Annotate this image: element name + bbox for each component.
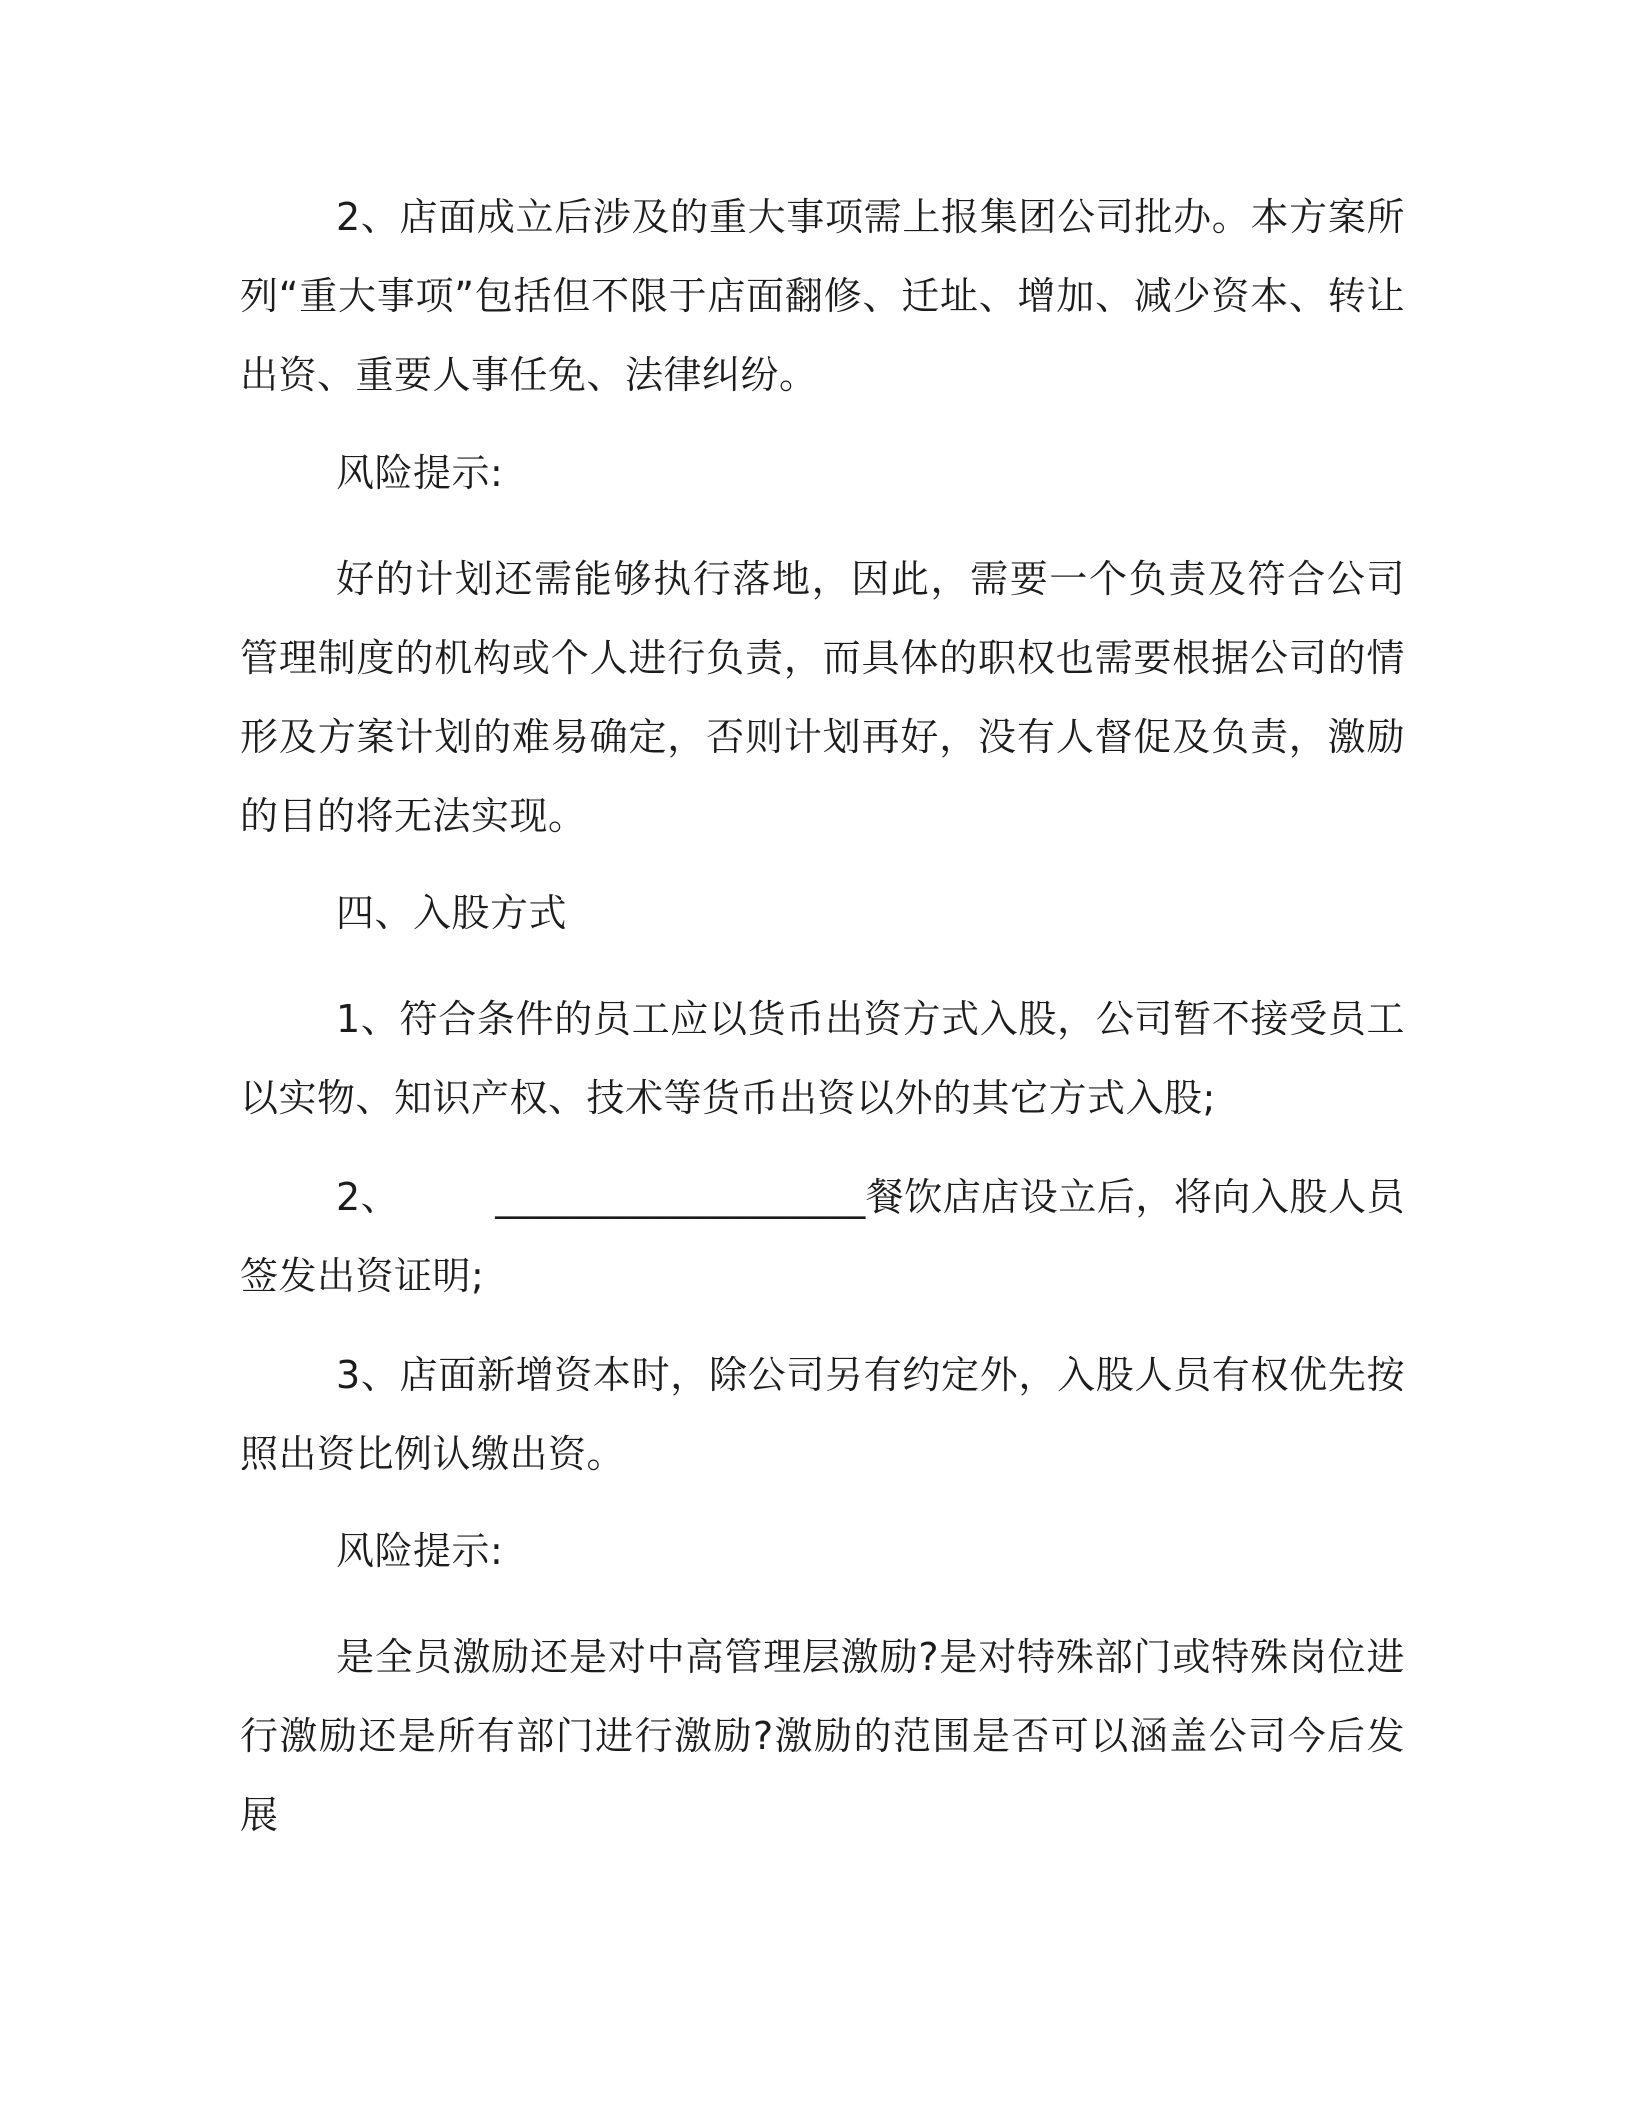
paragraph-major-matters: 2、店面成立后涉及的重大事项需上报集团公司批办。本方案所列“重大事项”包括但不限于店面翻修、迁址、增加、减少资本、转让出资、重要人事任免、法律纠纷。	[240, 195, 1405, 397]
risk-notice-heading-2: 风险提示:	[336, 1529, 504, 1573]
section-heading-share-method: 四、入股方式	[336, 891, 568, 935]
paragraph-monetary-contribution: 1、符合条件的员工应以货币出资方式入股，公司暂不接受员工以实物、知识产权、技术等货币出资以外的其它方式入股;	[240, 997, 1405, 1120]
risk-notice-heading: 风险提示:	[336, 451, 504, 495]
blank-fill-line: ___________________	[495, 1175, 866, 1219]
paragraph-capital-certificate-text: 餐饮店店设立后，将向入股人员签发出资证明;	[240, 1175, 1405, 1298]
paragraph-incentive-scope: 是全员激励还是对中高管理层激励?是对特殊部门或特殊岗位进行激励还是所有部门进行激励?激励的范围是否可以涵盖公司今后发展	[240, 1635, 1405, 1837]
paragraph-capital-certificate	[240, 1158, 1405, 1316]
paragraph-new-capital: 3、店面新增资本时，除公司另有约定外，入股人员有权优先按照出资比例认缴出资。	[240, 1353, 1405, 1476]
paragraph-plan-execution: 好的计划还需能够执行落地，因此，需要一个负责及符合公司管理制度的机构或个人进行负责，而具体的职权也需要根据公司的情形及方案计划的难易确定，否则计划再好，没有人督促及负责，激励的目的将无法实现。	[240, 557, 1405, 838]
item-number: 2、	[336, 1175, 400, 1219]
